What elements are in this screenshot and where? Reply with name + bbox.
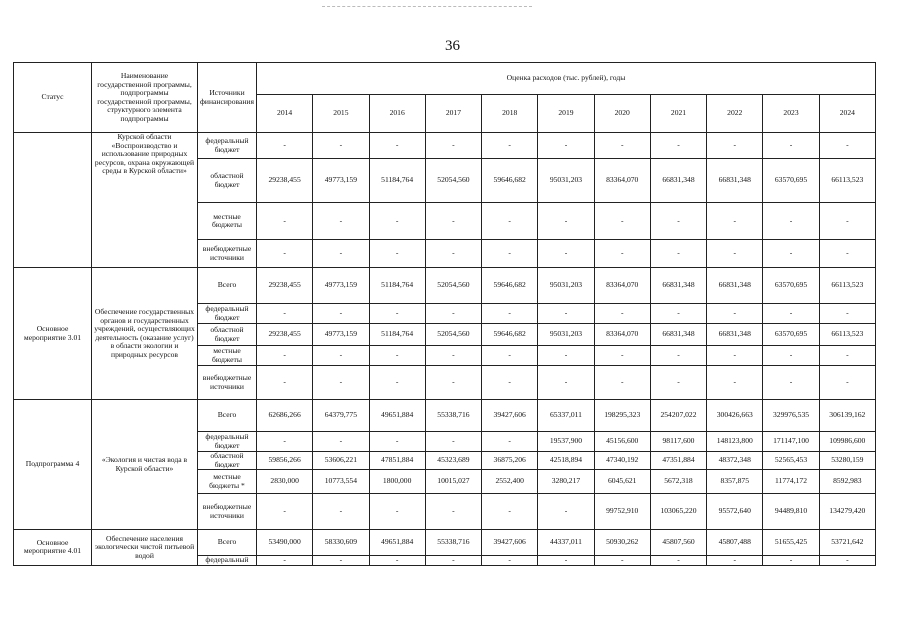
amount-cell: - — [257, 304, 313, 324]
amount-cell: 59646,682 — [482, 159, 538, 203]
amount-cell: 53490,000 — [257, 530, 313, 556]
funding-source: внебюджетные источники — [198, 240, 257, 268]
amount-cell: 94489,810 — [763, 494, 819, 530]
amount-cell: 66831,348 — [707, 268, 763, 304]
amount-cell: 66113,523 — [819, 268, 875, 304]
amount-cell: 44337,011 — [538, 530, 594, 556]
amount-cell: 11774,172 — [763, 470, 819, 494]
amount-cell: - — [313, 494, 369, 530]
amount-cell: - — [538, 133, 594, 159]
funding-source: Всего — [198, 530, 257, 556]
amount-cell: - — [369, 240, 425, 268]
amount-cell: 49773,159 — [313, 324, 369, 346]
amount-cell: 63570,695 — [763, 324, 819, 346]
amount-cell: - — [257, 240, 313, 268]
amount-cell: - — [425, 346, 481, 366]
amount-cell: - — [650, 366, 706, 400]
top-dashed-line — [322, 6, 532, 7]
funding-source: внебюджетные источники — [198, 494, 257, 530]
amount-cell: 103065,220 — [650, 494, 706, 530]
amount-cell: 2552,400 — [482, 470, 538, 494]
amount-cell: - — [369, 366, 425, 400]
header-estimate: Оценка расходов (тыс. рублей), годы — [257, 63, 876, 95]
amount-cell: 10015,027 — [425, 470, 481, 494]
amount-cell: 59646,682 — [482, 324, 538, 346]
funding-source: областной бюджет — [198, 159, 257, 203]
amount-cell: - — [482, 304, 538, 324]
amount-cell: - — [650, 556, 706, 566]
header-sources: Источники финансирования — [198, 63, 257, 133]
amount-cell: - — [257, 133, 313, 159]
amount-cell: - — [257, 432, 313, 452]
funding-source: Всего — [198, 268, 257, 304]
amount-cell: 66113,523 — [819, 159, 875, 203]
amount-cell: 300426,663 — [707, 400, 763, 432]
amount-cell: 66113,523 — [819, 324, 875, 346]
budget-table — [13, 62, 876, 566]
amount-cell: 39427,606 — [482, 400, 538, 432]
funding-source: местные бюджеты — [198, 346, 257, 366]
year-header-2023: 2023 — [763, 95, 819, 133]
table-row — [14, 400, 876, 432]
amount-cell: 62686,266 — [257, 400, 313, 432]
amount-cell: - — [819, 133, 875, 159]
amount-cell: - — [425, 366, 481, 400]
row-program-name: Обеспечение населения экологически чистой питьевой водой — [92, 530, 198, 566]
amount-cell: 2830,000 — [257, 470, 313, 494]
amount-cell: - — [313, 432, 369, 452]
amount-cell: 198295,323 — [594, 400, 650, 432]
amount-cell: - — [594, 203, 650, 240]
amount-cell: - — [763, 240, 819, 268]
amount-cell: 8357,875 — [707, 470, 763, 494]
year-header-2015: 2015 — [313, 95, 369, 133]
amount-cell: - — [707, 240, 763, 268]
amount-cell: - — [763, 366, 819, 400]
amount-cell: - — [538, 494, 594, 530]
amount-cell: - — [257, 346, 313, 366]
amount-cell: - — [707, 556, 763, 566]
amount-cell: - — [257, 556, 313, 566]
funding-source: федеральный бюджет — [198, 133, 257, 159]
amount-cell: 171147,100 — [763, 432, 819, 452]
amount-cell: - — [425, 133, 481, 159]
header-row — [14, 63, 876, 95]
amount-cell: - — [594, 366, 650, 400]
amount-cell: 64379,775 — [313, 400, 369, 432]
amount-cell: 66831,348 — [650, 268, 706, 304]
amount-cell: - — [594, 304, 650, 324]
amount-cell: - — [482, 494, 538, 530]
amount-cell: - — [482, 556, 538, 566]
amount-cell: - — [763, 346, 819, 366]
amount-cell: 39427,606 — [482, 530, 538, 556]
amount-cell: 47851,884 — [369, 452, 425, 470]
amount-cell: 49773,159 — [313, 268, 369, 304]
funding-source: местные бюджеты * — [198, 470, 257, 494]
amount-cell: 29238,455 — [257, 324, 313, 346]
amount-cell: - — [369, 133, 425, 159]
amount-cell: 63570,695 — [763, 159, 819, 203]
year-header-2022: 2022 — [707, 95, 763, 133]
row-program-name: Обеспечение государственных органов и государственных учреждений, осуществляющих деятельность (оказание услуг) в области экологии и природных ресурсов — [92, 268, 198, 400]
table-row — [14, 268, 876, 304]
amount-cell: - — [538, 203, 594, 240]
amount-cell: 66831,348 — [707, 159, 763, 203]
amount-cell: 98117,600 — [650, 432, 706, 452]
amount-cell: - — [819, 556, 875, 566]
amount-cell: 329976,535 — [763, 400, 819, 432]
amount-cell: 134279,420 — [819, 494, 875, 530]
amount-cell: 95031,203 — [538, 159, 594, 203]
amount-cell: 306139,162 — [819, 400, 875, 432]
funding-source: областной бюджет — [198, 324, 257, 346]
funding-source: областной бюджет — [198, 452, 257, 470]
amount-cell: 29238,455 — [257, 268, 313, 304]
amount-cell: - — [538, 366, 594, 400]
amount-cell: 53606,221 — [313, 452, 369, 470]
amount-cell: - — [594, 346, 650, 366]
amount-cell: 45807,488 — [707, 530, 763, 556]
amount-cell: 42518,894 — [538, 452, 594, 470]
amount-cell: - — [425, 304, 481, 324]
amount-cell: - — [313, 203, 369, 240]
funding-source: федеральный — [198, 556, 257, 566]
amount-cell: - — [707, 366, 763, 400]
amount-cell: 52054,560 — [425, 159, 481, 203]
amount-cell: - — [369, 432, 425, 452]
amount-cell: 47340,192 — [594, 452, 650, 470]
amount-cell: 47351,884 — [650, 452, 706, 470]
amount-cell: - — [763, 133, 819, 159]
row-status — [14, 133, 92, 268]
amount-cell: 3280,217 — [538, 470, 594, 494]
page-number: 36 — [445, 38, 460, 54]
amount-cell: - — [369, 556, 425, 566]
amount-cell: - — [482, 133, 538, 159]
amount-cell: 5672,318 — [650, 470, 706, 494]
amount-cell: - — [482, 432, 538, 452]
amount-cell: - — [257, 203, 313, 240]
amount-cell: - — [425, 494, 481, 530]
amount-cell: - — [819, 346, 875, 366]
amount-cell: 59646,682 — [482, 268, 538, 304]
amount-cell: - — [707, 346, 763, 366]
amount-cell: - — [482, 240, 538, 268]
amount-cell: 51655,425 — [763, 530, 819, 556]
amount-cell: - — [819, 240, 875, 268]
amount-cell: - — [707, 304, 763, 324]
amount-cell: - — [538, 304, 594, 324]
amount-cell: - — [763, 304, 819, 324]
amount-cell: 1800,000 — [369, 470, 425, 494]
amount-cell: 29238,455 — [257, 159, 313, 203]
row-program-name: «Экология и чистая вода в Курской области» — [92, 400, 198, 530]
year-header-2019: 2019 — [538, 95, 594, 133]
amount-cell: 51184,764 — [369, 159, 425, 203]
amount-cell: 55338,716 — [425, 400, 481, 432]
amount-cell: - — [313, 346, 369, 366]
amount-cell: 59856,266 — [257, 452, 313, 470]
amount-cell: - — [482, 346, 538, 366]
amount-cell: - — [369, 346, 425, 366]
amount-cell: 65337,011 — [538, 400, 594, 432]
amount-cell: - — [650, 203, 706, 240]
amount-cell: 49773,159 — [313, 159, 369, 203]
amount-cell: - — [650, 240, 706, 268]
row-status: Подпрограмма 4 — [14, 400, 92, 530]
amount-cell: - — [425, 432, 481, 452]
amount-cell: 66831,348 — [707, 324, 763, 346]
row-status: Основное мероприятие 4.01 — [14, 530, 92, 566]
amount-cell: 52565,453 — [763, 452, 819, 470]
amount-cell: - — [594, 556, 650, 566]
amount-cell: 19537,900 — [538, 432, 594, 452]
amount-cell: 83364,070 — [594, 159, 650, 203]
amount-cell: 48372,348 — [707, 452, 763, 470]
amount-cell: 58330,609 — [313, 530, 369, 556]
header-program-name: Наименование государственной программы, подпрограммы государственной программы, структурного элемента подпрограммы — [92, 63, 198, 133]
amount-cell: 53721,642 — [819, 530, 875, 556]
amount-cell: - — [257, 494, 313, 530]
row-program-name: Курской области «Воспроизводство и использование природных ресурсов, охрана окружающей среды в Курской области» — [92, 133, 198, 268]
amount-cell: 45323,689 — [425, 452, 481, 470]
amount-cell: 95031,203 — [538, 324, 594, 346]
amount-cell: - — [313, 366, 369, 400]
year-header-2017: 2017 — [425, 95, 481, 133]
amount-cell: 51184,764 — [369, 268, 425, 304]
amount-cell: - — [369, 203, 425, 240]
amount-cell: - — [819, 203, 875, 240]
amount-cell: - — [707, 133, 763, 159]
amount-cell: - — [425, 240, 481, 268]
amount-cell: - — [819, 304, 875, 324]
amount-cell: - — [650, 133, 706, 159]
amount-cell: 10773,554 — [313, 470, 369, 494]
amount-cell: - — [538, 346, 594, 366]
amount-cell: 83364,070 — [594, 324, 650, 346]
amount-cell: - — [763, 203, 819, 240]
amount-cell: 45807,560 — [650, 530, 706, 556]
amount-cell: - — [257, 366, 313, 400]
funding-source: местные бюджеты — [198, 203, 257, 240]
amount-cell: 6045,621 — [594, 470, 650, 494]
amount-cell: - — [594, 240, 650, 268]
year-header-2020: 2020 — [594, 95, 650, 133]
amount-cell: - — [538, 556, 594, 566]
amount-cell: 51184,764 — [369, 324, 425, 346]
funding-source: Всего — [198, 400, 257, 432]
amount-cell: 83364,070 — [594, 268, 650, 304]
amount-cell: 63570,695 — [763, 268, 819, 304]
amount-cell: - — [650, 346, 706, 366]
amount-cell: - — [538, 240, 594, 268]
amount-cell: 49651,884 — [369, 530, 425, 556]
amount-cell: 148123,800 — [707, 432, 763, 452]
amount-cell: - — [594, 133, 650, 159]
year-header-2014: 2014 — [257, 95, 313, 133]
amount-cell: - — [313, 304, 369, 324]
year-header-2016: 2016 — [369, 95, 425, 133]
header-status: Статус — [14, 63, 92, 133]
amount-cell: - — [707, 203, 763, 240]
amount-cell: - — [313, 556, 369, 566]
table-row — [14, 133, 876, 159]
amount-cell: - — [369, 494, 425, 530]
amount-cell: 55338,716 — [425, 530, 481, 556]
funding-source: федеральный бюджет — [198, 432, 257, 452]
amount-cell: 36875,206 — [482, 452, 538, 470]
amount-cell: 45156,600 — [594, 432, 650, 452]
amount-cell: - — [369, 304, 425, 324]
amount-cell: 53280,159 — [819, 452, 875, 470]
funding-source: внебюджетные источники — [198, 366, 257, 400]
amount-cell: - — [425, 556, 481, 566]
amount-cell: 8592,983 — [819, 470, 875, 494]
amount-cell: - — [425, 203, 481, 240]
amount-cell: 66831,348 — [650, 159, 706, 203]
year-header-2021: 2021 — [650, 95, 706, 133]
amount-cell: - — [819, 366, 875, 400]
amount-cell: 99752,910 — [594, 494, 650, 530]
year-header-2024: 2024 — [819, 95, 875, 133]
amount-cell: - — [482, 203, 538, 240]
amount-cell: 49651,884 — [369, 400, 425, 432]
year-header-2018: 2018 — [482, 95, 538, 133]
amount-cell: 254207,022 — [650, 400, 706, 432]
amount-cell: 50930,262 — [594, 530, 650, 556]
amount-cell: 52054,560 — [425, 324, 481, 346]
amount-cell: 66831,348 — [650, 324, 706, 346]
table-row — [14, 530, 876, 556]
amount-cell: 95572,640 — [707, 494, 763, 530]
row-status: Основное мероприятие 3.01 — [14, 268, 92, 400]
amount-cell: 95031,203 — [538, 268, 594, 304]
amount-cell: - — [313, 133, 369, 159]
amount-cell: - — [313, 240, 369, 268]
amount-cell: - — [650, 304, 706, 324]
amount-cell: - — [482, 366, 538, 400]
funding-source: федеральный бюджет — [198, 304, 257, 324]
amount-cell: 109986,600 — [819, 432, 875, 452]
amount-cell: 52054,560 — [425, 268, 481, 304]
amount-cell: - — [763, 556, 819, 566]
